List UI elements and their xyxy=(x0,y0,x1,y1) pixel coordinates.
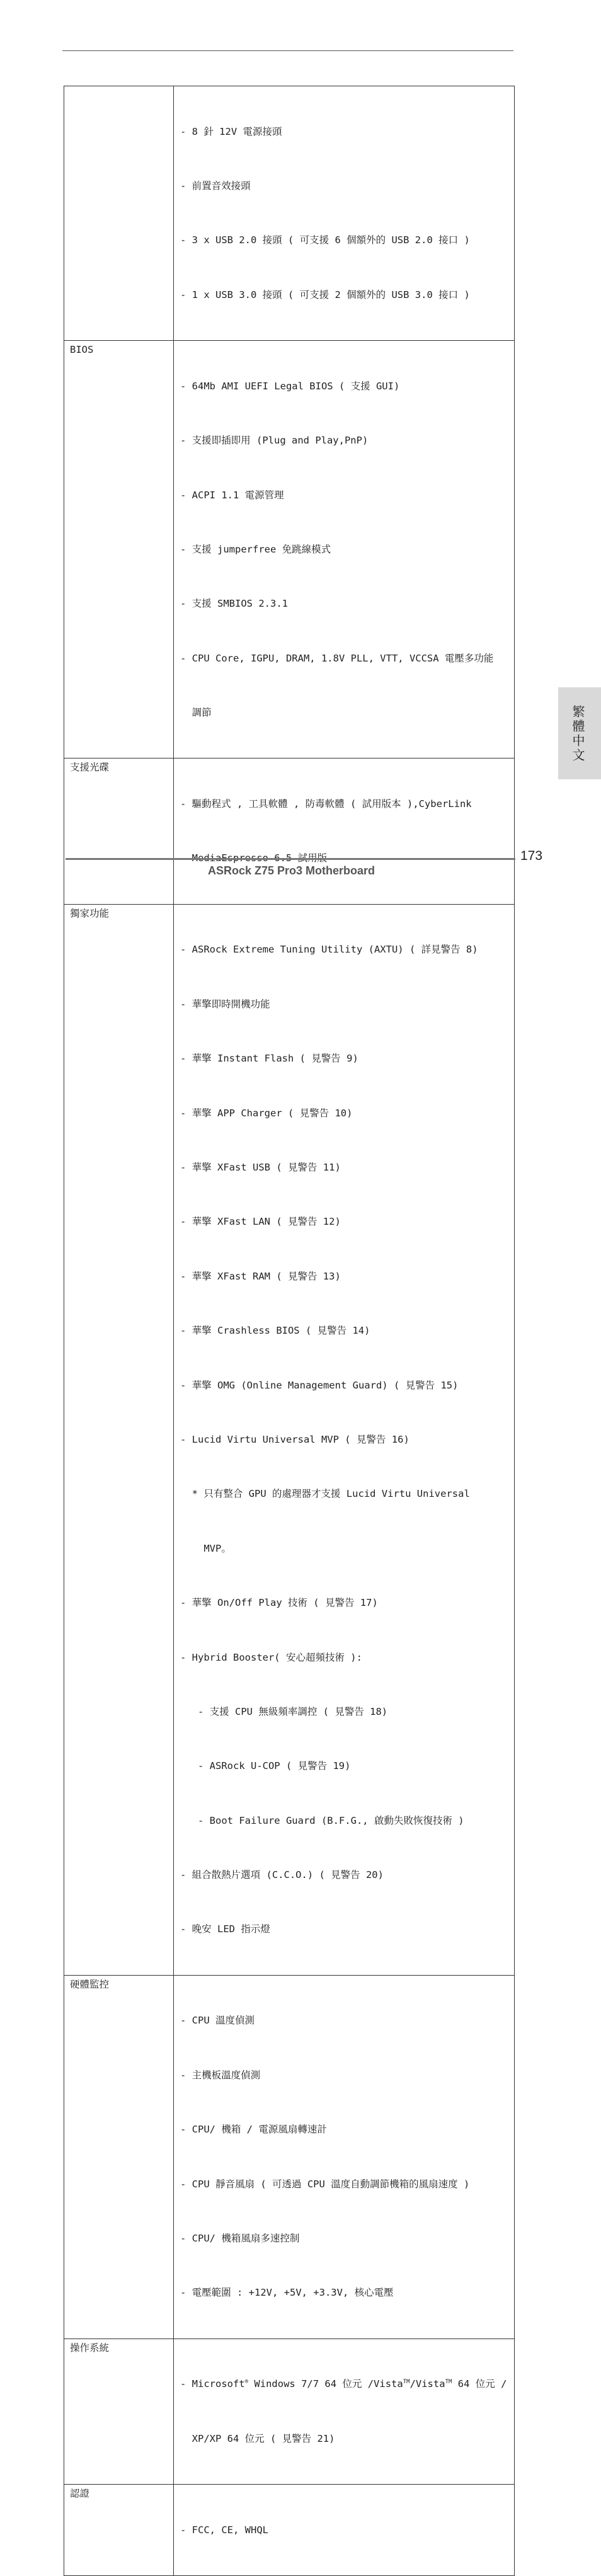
spec-line: - Hybrid Booster( 安心超頻技術 ): xyxy=(180,1651,362,1663)
spec-line: - 華擎 On/Off Play 技術 ( 見警告 17) xyxy=(180,1597,378,1609)
table-row xyxy=(64,2338,515,2484)
spec-line: - 3 x USB 2.0 接頭 ( 可支援 6 個額外的 USB 2.0 接口 ) xyxy=(180,234,470,246)
table-row xyxy=(64,904,515,1975)
row-content xyxy=(174,904,515,1975)
spec-line: - 晚安 LED 指示燈 xyxy=(180,1923,270,1935)
row-content xyxy=(174,341,515,758)
spec-table xyxy=(64,86,515,2576)
row-content xyxy=(174,86,515,341)
row-label: 操作系統 xyxy=(64,2338,174,2484)
spec-line: - CPU 溫度偵測 xyxy=(180,2015,255,2027)
os-tail: 64 位元 / xyxy=(452,2378,507,2390)
language-side-tab xyxy=(558,687,601,779)
row-label xyxy=(64,86,174,341)
spec-line: - 驅動程式 , 工具軟體 , 防毒軟體 ( 試用版本 ),CyberLink xyxy=(180,798,472,810)
spec-line: - 64Mb AMI UEFI Legal BIOS ( 支援 GUI) xyxy=(180,380,400,392)
spec-line: - 華擎 XFast RAM ( 見警告 13) xyxy=(180,1270,341,1282)
trademark-mark: TM xyxy=(445,2379,452,2386)
spec-line: - 主機板溫度偵測 xyxy=(180,2069,261,2081)
row-content xyxy=(174,1975,515,2338)
row-label: 獨家功能 xyxy=(64,904,174,1975)
spec-line: - 華擎 XFast USB ( 見警告 11) xyxy=(180,1162,341,1174)
os-vista: /Vista xyxy=(409,2378,445,2390)
spec-line: - 支援 jumperfree 免跳線模式 xyxy=(180,543,331,555)
spec-line: MVP。 xyxy=(180,1542,231,1554)
os-prefix: - Microsoft xyxy=(180,2378,245,2390)
spec-line: - CPU 靜音風扇 ( 可透過 CPU 溫度自動調節機箱的風扇速度 ) xyxy=(180,2178,470,2190)
spec-line: - ACPI 1.1 電源管理 xyxy=(180,489,284,501)
spec-line: - 支援 SMBIOS 2.3.1 xyxy=(180,598,288,610)
spec-line: - 1 x USB 3.0 接頭 ( 可支援 2 個額外的 USB 3.0 接口 ) xyxy=(180,289,470,301)
footer-title: ASRock Z75 Pro3 Motherboard xyxy=(208,864,375,877)
row-content xyxy=(174,2338,515,2484)
spec-line: - 華擎即時開機功能 xyxy=(180,998,270,1010)
spec-line: - CPU Core, IGPU, DRAM, 1.8V PLL, VTT, VCCSA 電壓多功能 xyxy=(180,652,494,664)
spec-line: - 前置音效接頭 xyxy=(180,180,251,192)
spec-line: - ASRock U-COP ( 見警告 19) xyxy=(180,1760,351,1772)
top-rule xyxy=(62,50,513,51)
spec-line: XP/XP 64 位元 ( 見警告 21) xyxy=(180,2432,335,2444)
page-number: 173 xyxy=(520,849,543,863)
row-content xyxy=(174,758,515,904)
spec-line: - 8 針 12V 電源接頭 xyxy=(180,125,282,137)
registered-mark: ® xyxy=(244,2379,249,2386)
table-row xyxy=(64,1975,515,2338)
row-content xyxy=(174,2485,515,2576)
spec-line: - 電壓範圍 : +12V, +5V, +3.3V, 核心電壓 xyxy=(180,2287,394,2299)
table-row xyxy=(64,341,515,758)
spec-line: - ASRock Extreme Tuning Utility (AXTU) ( 詳見警告 8) xyxy=(180,944,478,956)
table-row xyxy=(64,758,515,904)
spec-line: - Lucid Virtu Universal MVP ( 見警告 16) xyxy=(180,1433,409,1445)
row-label: 硬體監控 xyxy=(64,1975,174,2338)
row-label: 認證 xyxy=(64,2485,174,2576)
spec-line: - 支援即插即用 (Plug and Play,PnP) xyxy=(180,435,369,447)
row-label: BIOS xyxy=(64,341,174,758)
spec-line: - CPU/ 機箱 / 電源風扇轉速計 xyxy=(180,2124,327,2136)
os-windows: Windows xyxy=(248,2378,295,2390)
side-tab-label: 繁體中文 xyxy=(570,705,585,763)
spec-line: - Boot Failure Guard (B.F.G., 啟動失敗恢復技術 ) xyxy=(180,1814,464,1826)
spec-line: 調節 xyxy=(180,707,212,719)
bottom-rule xyxy=(66,858,515,860)
os-seven: 7/7 64 位元 /Vista xyxy=(295,2378,403,2390)
spec-line: - CPU/ 機箱風扇多速控制 xyxy=(180,2233,300,2245)
spec-line: - FCC, CE, WHQL xyxy=(180,2524,268,2536)
spec-line: - 組合散熱片選項 (C.C.O.) ( 見警告 20) xyxy=(180,1869,384,1881)
spec-line: - 華擎 Instant Flash ( 見警告 9) xyxy=(180,1053,358,1065)
spec-line: - 華擎 APP Charger ( 見警告 10) xyxy=(180,1107,353,1119)
row-label: 支援光碟 xyxy=(64,758,174,904)
trademark-mark: TM xyxy=(403,2379,410,2386)
spec-line: - 華擎 Crashless BIOS ( 見警告 14) xyxy=(180,1325,370,1337)
os-line xyxy=(180,2375,514,2393)
spec-line: - 華擎 XFast LAN ( 見警告 12) xyxy=(180,1216,341,1228)
spec-line: * 只有整合 GPU 的處理器才支援 Lucid Virtu Universal xyxy=(180,1488,470,1500)
table-row xyxy=(64,86,515,341)
table-row xyxy=(64,2485,515,2576)
spec-line: - 支援 CPU 無級頻率調控 ( 見警告 18) xyxy=(180,1705,388,1717)
spec-line: - 華擎 OMG (Online Management Guard) ( 見警告 15) xyxy=(180,1379,459,1391)
